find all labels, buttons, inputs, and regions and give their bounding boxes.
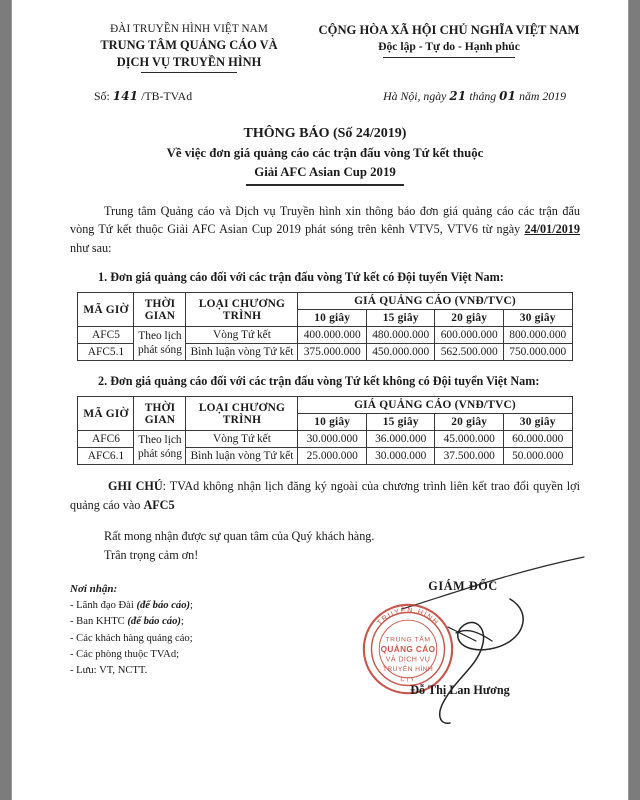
cell-price-20s: 37.500.000 <box>435 448 504 465</box>
cell-price-10s: 30.000.000 <box>298 431 367 448</box>
date-year: 2019 <box>542 88 566 103</box>
title-subject-line-2: Giải AFC Asian Cup 2019 <box>254 164 396 179</box>
cell-price-30s: 60.000.000 <box>503 431 572 448</box>
cell-code: AFC6.1 <box>78 448 134 465</box>
recipients-list <box>70 598 320 680</box>
document-footer <box>70 581 580 731</box>
rate-table-with-vietnam-team <box>77 292 572 361</box>
date-month: 01 <box>499 88 517 103</box>
nation-motto: Độc lập - Tự do - Hạnh phúc <box>378 39 520 53</box>
signature-block <box>334 577 586 727</box>
svg-text:TRUYỀN HÌNH: TRUYỀN HÌNH <box>374 605 442 628</box>
header-time: THỜI GIAN <box>134 397 186 431</box>
document-number-label: Số: <box>94 88 110 103</box>
header-duration-20s: 20 giây <box>435 310 504 327</box>
cell-price-15s: 450.000.000 <box>366 344 435 361</box>
date-month-label: tháng <box>469 88 497 103</box>
recipient-text: - Lưu: VT, NCTT. <box>70 665 148 677</box>
nation-name: CỘNG HÒA XÃ HỘI CHỦ NGHĨA VIỆT NAM <box>318 23 580 37</box>
section-heading-1: 1. Đơn giá quảng cáo đối với các trận đấu vòng Tứ kết có Đội tuyển Việt Nam: <box>98 270 504 285</box>
table-row <box>78 327 572 344</box>
title-divider <box>246 184 404 185</box>
document-number-suffix: /TB-TVAd <box>141 88 193 103</box>
list-item <box>70 663 320 679</box>
header-duration-15s: 15 giây <box>366 310 435 327</box>
cell-program: Vòng Tứ kết <box>186 431 298 448</box>
header-program: LOẠI CHƯƠNG TRÌNH <box>186 397 298 431</box>
cell-time: Theo lịch phát sóng <box>134 327 186 361</box>
cell-code: AFC5.1 <box>78 344 134 361</box>
list-item <box>70 647 320 663</box>
cell-price-10s: 400.000.000 <box>298 327 367 344</box>
cell-price-15s: 30.000.000 <box>366 448 435 465</box>
header-code: MÃ GIỜ <box>78 397 134 431</box>
signer-name: Đỗ Thị Lan Hương <box>410 683 510 698</box>
note-paragraph <box>70 477 580 514</box>
header-price-group: GIÁ QUẢNG CÁO (VNĐ/TVC) <box>298 293 572 310</box>
national-heading <box>318 22 580 58</box>
org-name-line-1: TRUNG TÂM QUẢNG CÁO VÀ <box>100 37 278 52</box>
cell-price-10s: 25.000.000 <box>298 448 367 465</box>
document-meta <box>70 89 580 104</box>
signer-title: GIÁM ĐỐC <box>428 579 498 594</box>
cell-program: Bình luận vòng Tứ kết <box>186 344 298 361</box>
document-header <box>70 22 580 73</box>
closing-line-1: Rất mong nhận được sự quan tâm của Quý khách hàng. <box>104 528 375 543</box>
header-code: MÃ GIỜ <box>78 293 134 327</box>
table-header-row <box>78 293 572 310</box>
header-duration-15s: 15 giây <box>366 414 435 431</box>
header-duration-10s: 10 giây <box>298 414 367 431</box>
org-parent-name: ĐÀI TRUYỀN HÌNH VIỆT NAM <box>110 23 268 35</box>
intro-paragraph <box>70 202 580 258</box>
header-duration-30s: 30 giây <box>503 310 572 327</box>
svg-text:QUẢNG CÁO: QUẢNG CÁO <box>380 645 436 655</box>
recipient-tail: ; <box>190 600 193 612</box>
cell-price-30s: 50.000.000 <box>503 448 572 465</box>
document-number <box>94 89 192 104</box>
cell-price-20s: 562.500.000 <box>435 344 504 361</box>
document-date <box>383 89 580 104</box>
org-name-line-2: DỊCH VỤ TRUYỀN HÌNH <box>116 54 262 69</box>
table-row <box>78 431 572 448</box>
svg-text:TRUNG TÂM: TRUNG TÂM <box>385 636 431 644</box>
cell-time: Theo lịch phát sóng <box>134 431 186 465</box>
cell-program: Bình luận vòng Tứ kết <box>186 448 298 465</box>
table-header-row <box>78 397 572 414</box>
intro-text-part-2: như sau: <box>70 240 112 255</box>
header-program: LOẠI CHƯƠNG TRÌNH <box>186 293 298 327</box>
cell-price-20s: 600.000.000 <box>435 327 504 344</box>
recipients-block <box>70 581 320 680</box>
note-emphasis-code: AFC5 <box>143 497 175 512</box>
date-day: 21 <box>449 88 467 103</box>
cell-price-15s: 480.000.000 <box>366 327 435 344</box>
svg-text:CTY: CTY <box>399 675 417 684</box>
recipients-title: Nơi nhận: <box>70 583 118 596</box>
list-item <box>70 631 320 647</box>
header-time: THỜI GIAN <box>134 293 186 327</box>
note-text: : TVAd không nhận lịch đăng ký ngoài của chương trình liên kết trao đổi quyền lợi quảng cáo vào <box>70 479 580 512</box>
cell-price-10s: 375.000.000 <box>298 344 367 361</box>
rate-table-without-vietnam-team <box>77 396 572 465</box>
intro-text-part-1: Trung tâm Quảng cáo và Dịch vụ Truyền hình xin thông báo đơn giá quảng cáo các trận đấu vòng Tứ kết thuộc Giải AFC Asian Cup 2019 phát sóng trên kênh VTV5, VTV6 từ ngày <box>70 203 580 237</box>
header-price-group: GIÁ QUẢNG CÁO (VNĐ/TVC) <box>298 397 572 414</box>
list-item <box>70 614 320 630</box>
recipient-tail: ; <box>180 616 184 628</box>
cell-price-15s: 36.000.000 <box>366 431 435 448</box>
page-title: THÔNG BÁO (Số 24/2019) <box>243 125 407 141</box>
document-number-value: 141 <box>112 88 139 103</box>
recipient-text: - Lãnh đạo Đài <box>70 600 137 612</box>
cell-code: AFC6 <box>78 431 134 448</box>
header-duration-10s: 10 giây <box>298 310 367 327</box>
header-duration-30s: 30 giây <box>503 414 572 431</box>
title-subject-line-1: Về việc đơn giá quảng cáo các trận đấu vòng Tứ kết thuộc <box>166 146 484 161</box>
recipient-text: - Các khách hàng quảng cáo; <box>70 632 193 644</box>
list-item <box>70 598 320 614</box>
date-place: Hà Nội, ngày <box>383 88 447 103</box>
closing-line-2: Trân trọng cảm ơn! <box>104 547 199 562</box>
recipient-text: - Các phòng thuộc TVAd; <box>70 649 180 661</box>
header-duration-20s: 20 giây <box>435 414 504 431</box>
cell-price-20s: 45.000.000 <box>435 431 504 448</box>
org-divider <box>141 72 237 73</box>
svg-text:TRUYỀN HÌNH: TRUYỀN HÌNH <box>382 666 434 674</box>
recipient-note: (để báo cáo) <box>136 600 191 612</box>
cell-code: AFC5 <box>78 327 134 344</box>
svg-text:VÀ DỊCH VỤ: VÀ DỊCH VỤ <box>385 655 431 664</box>
issuing-organization <box>70 22 308 73</box>
nation-divider <box>383 57 515 58</box>
note-label: GHI CHÚ <box>108 479 163 494</box>
cell-program: Vòng Tứ kết <box>186 327 298 344</box>
intro-effective-date: 24/01/2019 <box>524 222 580 237</box>
document-page <box>12 0 628 800</box>
date-year-label: năm <box>519 88 540 103</box>
document-title-block <box>70 124 580 186</box>
recipient-text: - Ban KHTC <box>70 616 128 628</box>
recipient-note: (để báo cáo) <box>127 616 181 628</box>
cell-price-30s: 800.000.000 <box>503 327 572 344</box>
section-heading-2: 2. Đơn giá quảng cáo đối với các trận đấu vòng Tứ kết không có Đội tuyển Việt Nam: <box>98 374 540 389</box>
cell-price-30s: 750.000.000 <box>503 344 572 361</box>
